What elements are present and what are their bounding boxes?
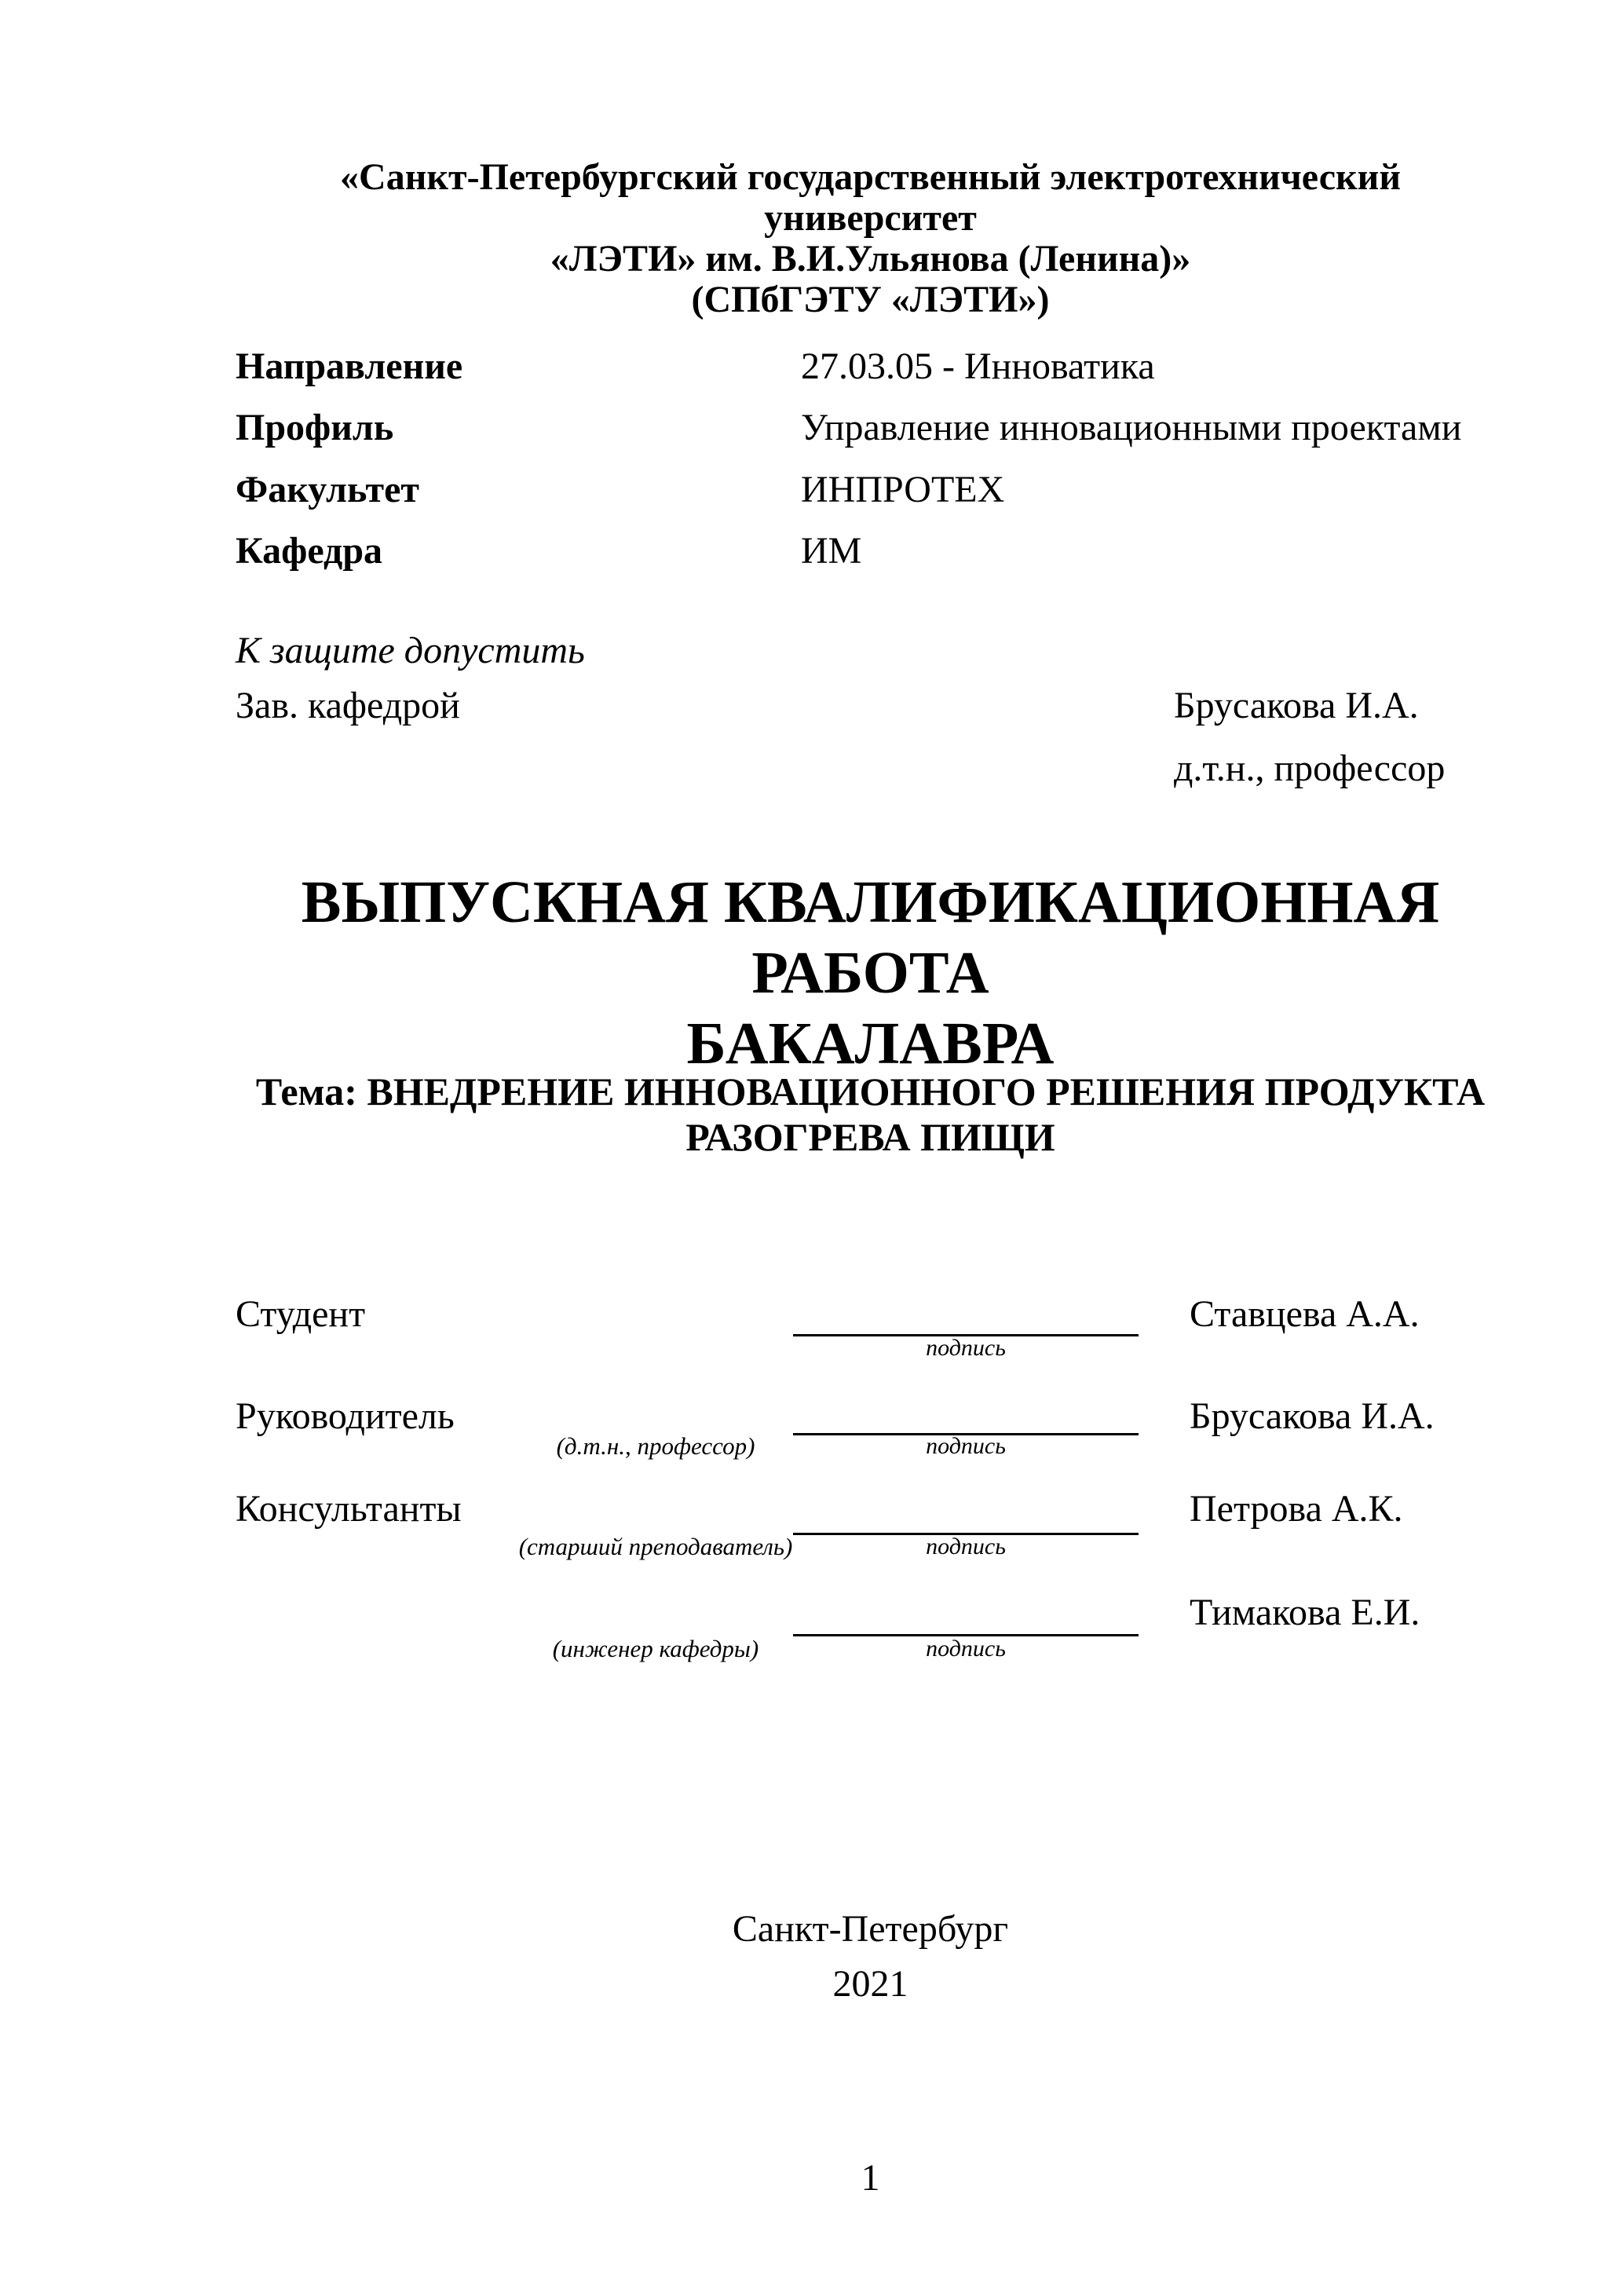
main-title-line-1: ВЫПУСКНАЯ КВАЛИФИКАЦИОННАЯ РАБОТА — [301, 869, 1440, 1006]
signature-caption-supervisor: подпись — [926, 1433, 1006, 1459]
signature-label-consultants: Консультанты — [236, 1488, 462, 1530]
signature-name-consultant-1: Петрова А.К. — [1190, 1488, 1403, 1530]
university-header-line-1: «Санкт-Петербургский государственный электротехнический университет — [340, 156, 1401, 239]
signature-role-supervisor: (д.т.н., профессор) — [556, 1432, 755, 1460]
footer-city: Санкт-Петербург — [732, 1908, 1009, 1950]
head-of-department-name: Брусакова И.А. — [1174, 685, 1419, 726]
field-row-profile — [236, 406, 1461, 450]
signature-caption-consultant-2: подпись — [926, 1636, 1006, 1662]
field-label-department: Кафедра — [236, 530, 383, 572]
field-value-profile: Управление инновационными проектами — [801, 407, 1462, 448]
signature-name-consultant-2: Тимакова Е.И. — [1190, 1592, 1420, 1633]
main-title-line-2: БАКАЛАВРА — [686, 1011, 1055, 1077]
signature-role-consultant-1: (старший преподаватель) — [518, 1533, 793, 1560]
page-number: 1 — [861, 2157, 880, 2199]
field-row-department — [236, 529, 861, 573]
footer — [236, 1902, 1505, 2012]
field-label-profile: Профиль — [236, 407, 394, 448]
university-header-line-2: «ЛЭТИ» им. В.И.Ульянова (Ленина)» — [550, 238, 1191, 280]
field-value-direction: 27.03.05 - Инноватика — [801, 345, 1155, 387]
head-of-department-degree: д.т.н., профессор — [1174, 748, 1446, 789]
signature-caption-student: подпись — [926, 1335, 1006, 1361]
topic-title — [236, 1069, 1505, 1160]
signature-role-consultant-2: (инженер кафедры) — [552, 1635, 759, 1662]
signature-name-student: Ставцева А.А. — [1190, 1293, 1420, 1335]
university-header — [236, 157, 1505, 320]
field-row-direction — [236, 345, 1155, 389]
field-value-department: ИМ — [801, 530, 862, 572]
head-of-department-label: Зав. кафедрой — [236, 685, 460, 726]
main-title — [236, 867, 1505, 1079]
footer-year: 2021 — [832, 1963, 908, 2005]
signature-label-student: Студент — [236, 1293, 366, 1335]
topic-line-2: РАЗОГРЕВА ПИЩИ — [685, 1115, 1055, 1159]
field-value-faculty: ИНПРОТЕХ — [801, 469, 1005, 510]
university-header-line-3: (СПбГЭТУ «ЛЭТИ») — [691, 279, 1050, 320]
topic-line-1: Тема: ВНЕДРЕНИЕ ИННОВАЦИОННОГО РЕШЕНИЯ ПРОДУКТА — [255, 1069, 1486, 1113]
field-label-direction: Направление — [236, 345, 463, 387]
signature-name-supervisor: Брусакова И.А. — [1190, 1395, 1435, 1437]
admission-note: К защите допустить — [236, 630, 585, 671]
field-row-faculty — [236, 468, 1004, 512]
signature-caption-consultant-1: подпись — [926, 1534, 1006, 1559]
field-label-faculty: Факультет — [236, 469, 419, 510]
signature-label-supervisor: Руководитель — [236, 1395, 455, 1437]
